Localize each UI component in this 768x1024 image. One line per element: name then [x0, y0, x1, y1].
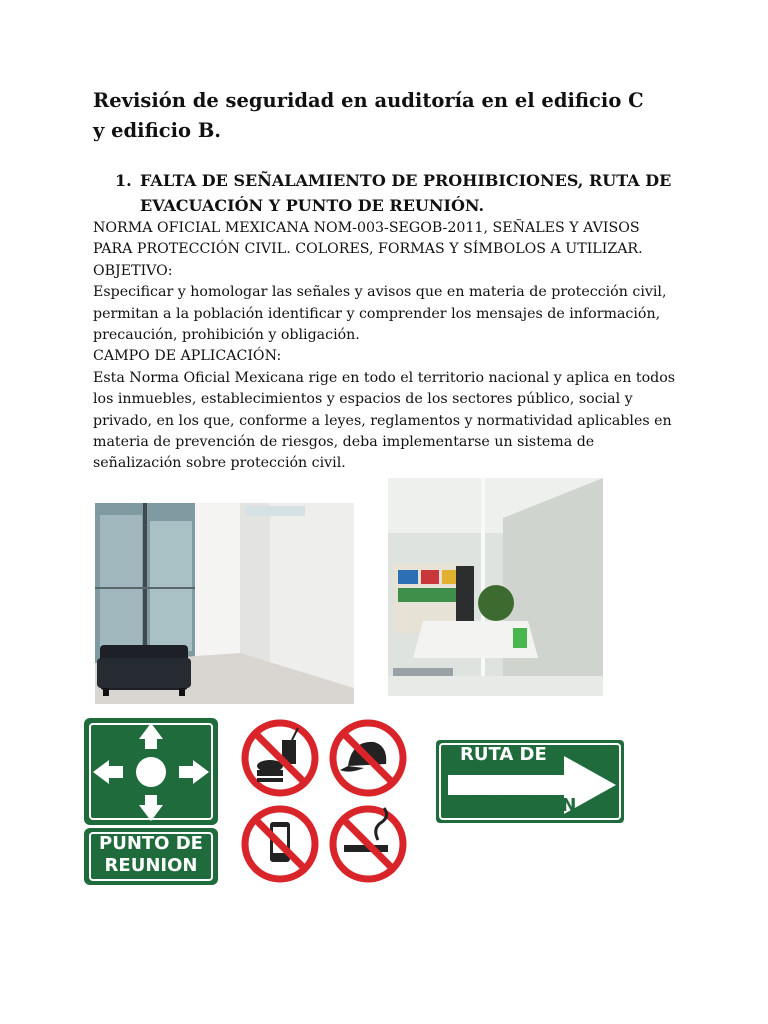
section-number: 1. [115, 171, 132, 190]
hallway-photo [95, 503, 354, 704]
meeting-point-line2: REUNION [104, 855, 198, 876]
evacuation-route-sign [436, 740, 624, 823]
evacuation-route-line2: EVACUACION [446, 795, 577, 816]
meeting-point-label [81, 833, 221, 877]
prohibition-signs [240, 718, 415, 886]
evacuation-route-line1: RUTA DE [460, 744, 547, 765]
body-text [93, 218, 683, 475]
document-title: Revisión de seguridad en auditoría en el edificio C y edificio B. [93, 89, 644, 142]
no-food-drink-icon [245, 723, 315, 793]
no-cap-icon [333, 723, 403, 793]
no-smoking-icon [333, 808, 403, 879]
scope-label: CAMPO DE APLICACIÓN: [93, 348, 282, 365]
scope-text: Esta Norma Oficial Mexicana rige en todo el territorio nacional y aplica en todos los inmuebles, establecimientos y espacios de los sectores público, social y privado, en los que, conforme a leyes, reglamentos y normatividad aplicables en materia de prevención de riesgos, deba implementarse un sistema de señalización sobre protección civil. [93, 369, 676, 472]
meeting-point-sign [81, 715, 221, 888]
section-heading-text: FALTA DE SEÑALAMIENTO DE PROHIBICIONES, RUTA DE EVACUACIÓN Y PUNTO DE REUNIÓN. [140, 171, 672, 215]
cafeteria-photo [388, 478, 603, 696]
objective-label: OBJETIVO: [93, 262, 173, 279]
meeting-point-line1: PUNTO DE [99, 833, 203, 854]
section-heading [115, 168, 675, 218]
objective-text: Especificar y homologar las señales y avisos que en materia de protección civil, permitan a la población identificar y comprender los mensajes de información, precaución, prohibición y obligación. [93, 284, 667, 344]
norm-reference: NORMA OFICIAL MEXICANA NOM-003-SEGOB-2011, SEÑALES Y AVISOS PARA PROTECCIÓN CIVIL. COLORES, FORMAS Y SÍMBOLOS A UTILIZAR. [93, 220, 643, 258]
no-cellphone-icon [245, 809, 315, 879]
